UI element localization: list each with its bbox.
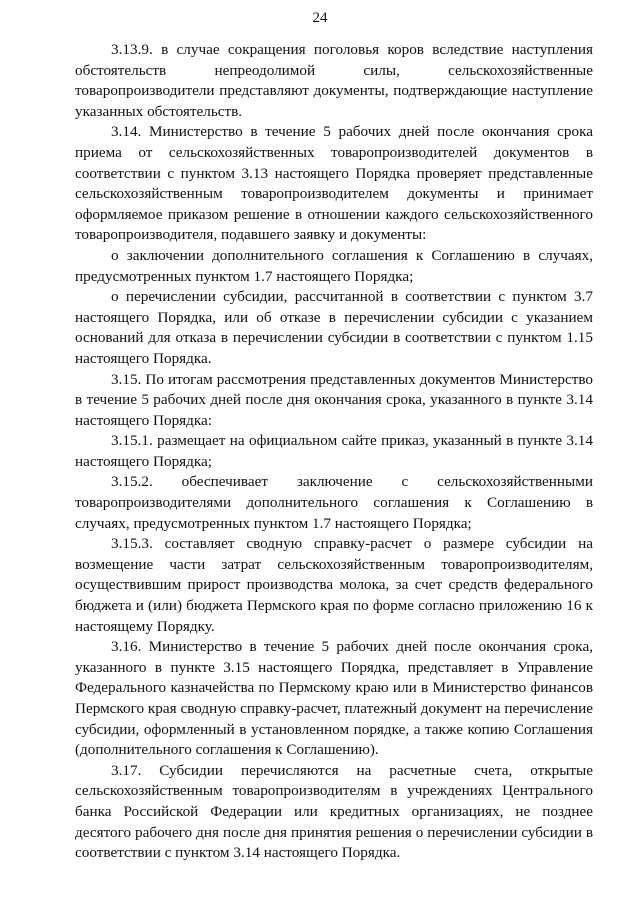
paragraph-3-15-2: 3.15.2. обеспечивает заключение с сельскохозяйственными товаропроизводителями дополнительного соглашения к Соглашению в случаях, предусмотренных пунктом 1.7 настоящего Порядка; <box>75 473 593 532</box>
page-number: 24 <box>312 10 328 26</box>
paragraph-3-14-additional-agreement: о заключении дополнительного соглашения к Соглашению в случаях, предусмотренных пунктом 1.7 настоящего Порядка; <box>75 246 593 285</box>
paragraph-3-14-subsidy-transfer: о перечислении субсидии, рассчитанной в соответствии с пунктом 3.7 настоящего Порядка, или об отказе в перечислении субсидии с указанием оснований для отказа в перечислении субсидии в соответствии с пунктом 1.15 настоящего Порядка. <box>75 288 593 367</box>
document-body <box>75 40 593 864</box>
paragraph-3-15-1: 3.15.1. размещает на официальном сайте приказ, указанный в пункте 3.14 настоящего Порядка; <box>75 432 593 470</box>
paragraph-3-14: 3.14. Министерство в течение 5 рабочих дней после окончания срока приема от сельскохозяйственных товаропроизводителей документов в соответствии с пунктом 3.13 настоящего Порядка проверяет представленные сельскохозяйственным товаропроизводителем документы и принимает оформляемое приказом решение в отношении каждого сельскохозяйственного товаропроизводителя, подавшего заявку и документы: <box>75 123 593 244</box>
paragraph-3-17: 3.17. Субсидии перечисляются на расчетные счета, открытые сельскохозяйственным товаропроизводителям в учреждениях Центрального банка Российской Федерации или кредитных организациях, не позднее десятого рабочего дня после дня принятия решения о перечислении субсидии в соответствии с пунктом 3.14 настоящего Порядка. <box>75 761 593 862</box>
paragraph-3-15: 3.15. По итогам рассмотрения представленных документов Министерство в течение 5 рабочих дней после дня окончания срока, указанного в пункте 3.14 настоящего Порядка: <box>75 370 593 429</box>
paragraph-3-15-3: 3.15.3. составляет сводную справку-расчет о размере субсидии на возмещение части затрат сельскохозяйственным товаропроизводителям, осуществившим прирост производства молока, за счет средств федерального бюджета и (или) бюджета Пермского края по форме согласно приложению 16 к настоящему Порядку. <box>75 535 593 635</box>
paragraph-3-13-9: 3.13.9. в случае сокращения поголовья коров вследствие наступления обстоятельств непреодолимой силы, сельскохозяйственные товаропроизводители представляют документы, подтверждающие наступление указанных обстоятельств. <box>75 41 593 120</box>
paragraph-3-16: 3.16. Министерство в течение 5 рабочих дней после окончания срока, указанного в пункте 3.15 настоящего Порядка, представляет в Управление Федерального казначейства по Пермскому краю или в Министерство финансов Пермского края сводную справку-расчет, платежный документ на перечисление субсидии, оформленный в установленном порядке, а также копию Соглашения (дополнительного соглашения к Соглашению). <box>75 638 593 759</box>
